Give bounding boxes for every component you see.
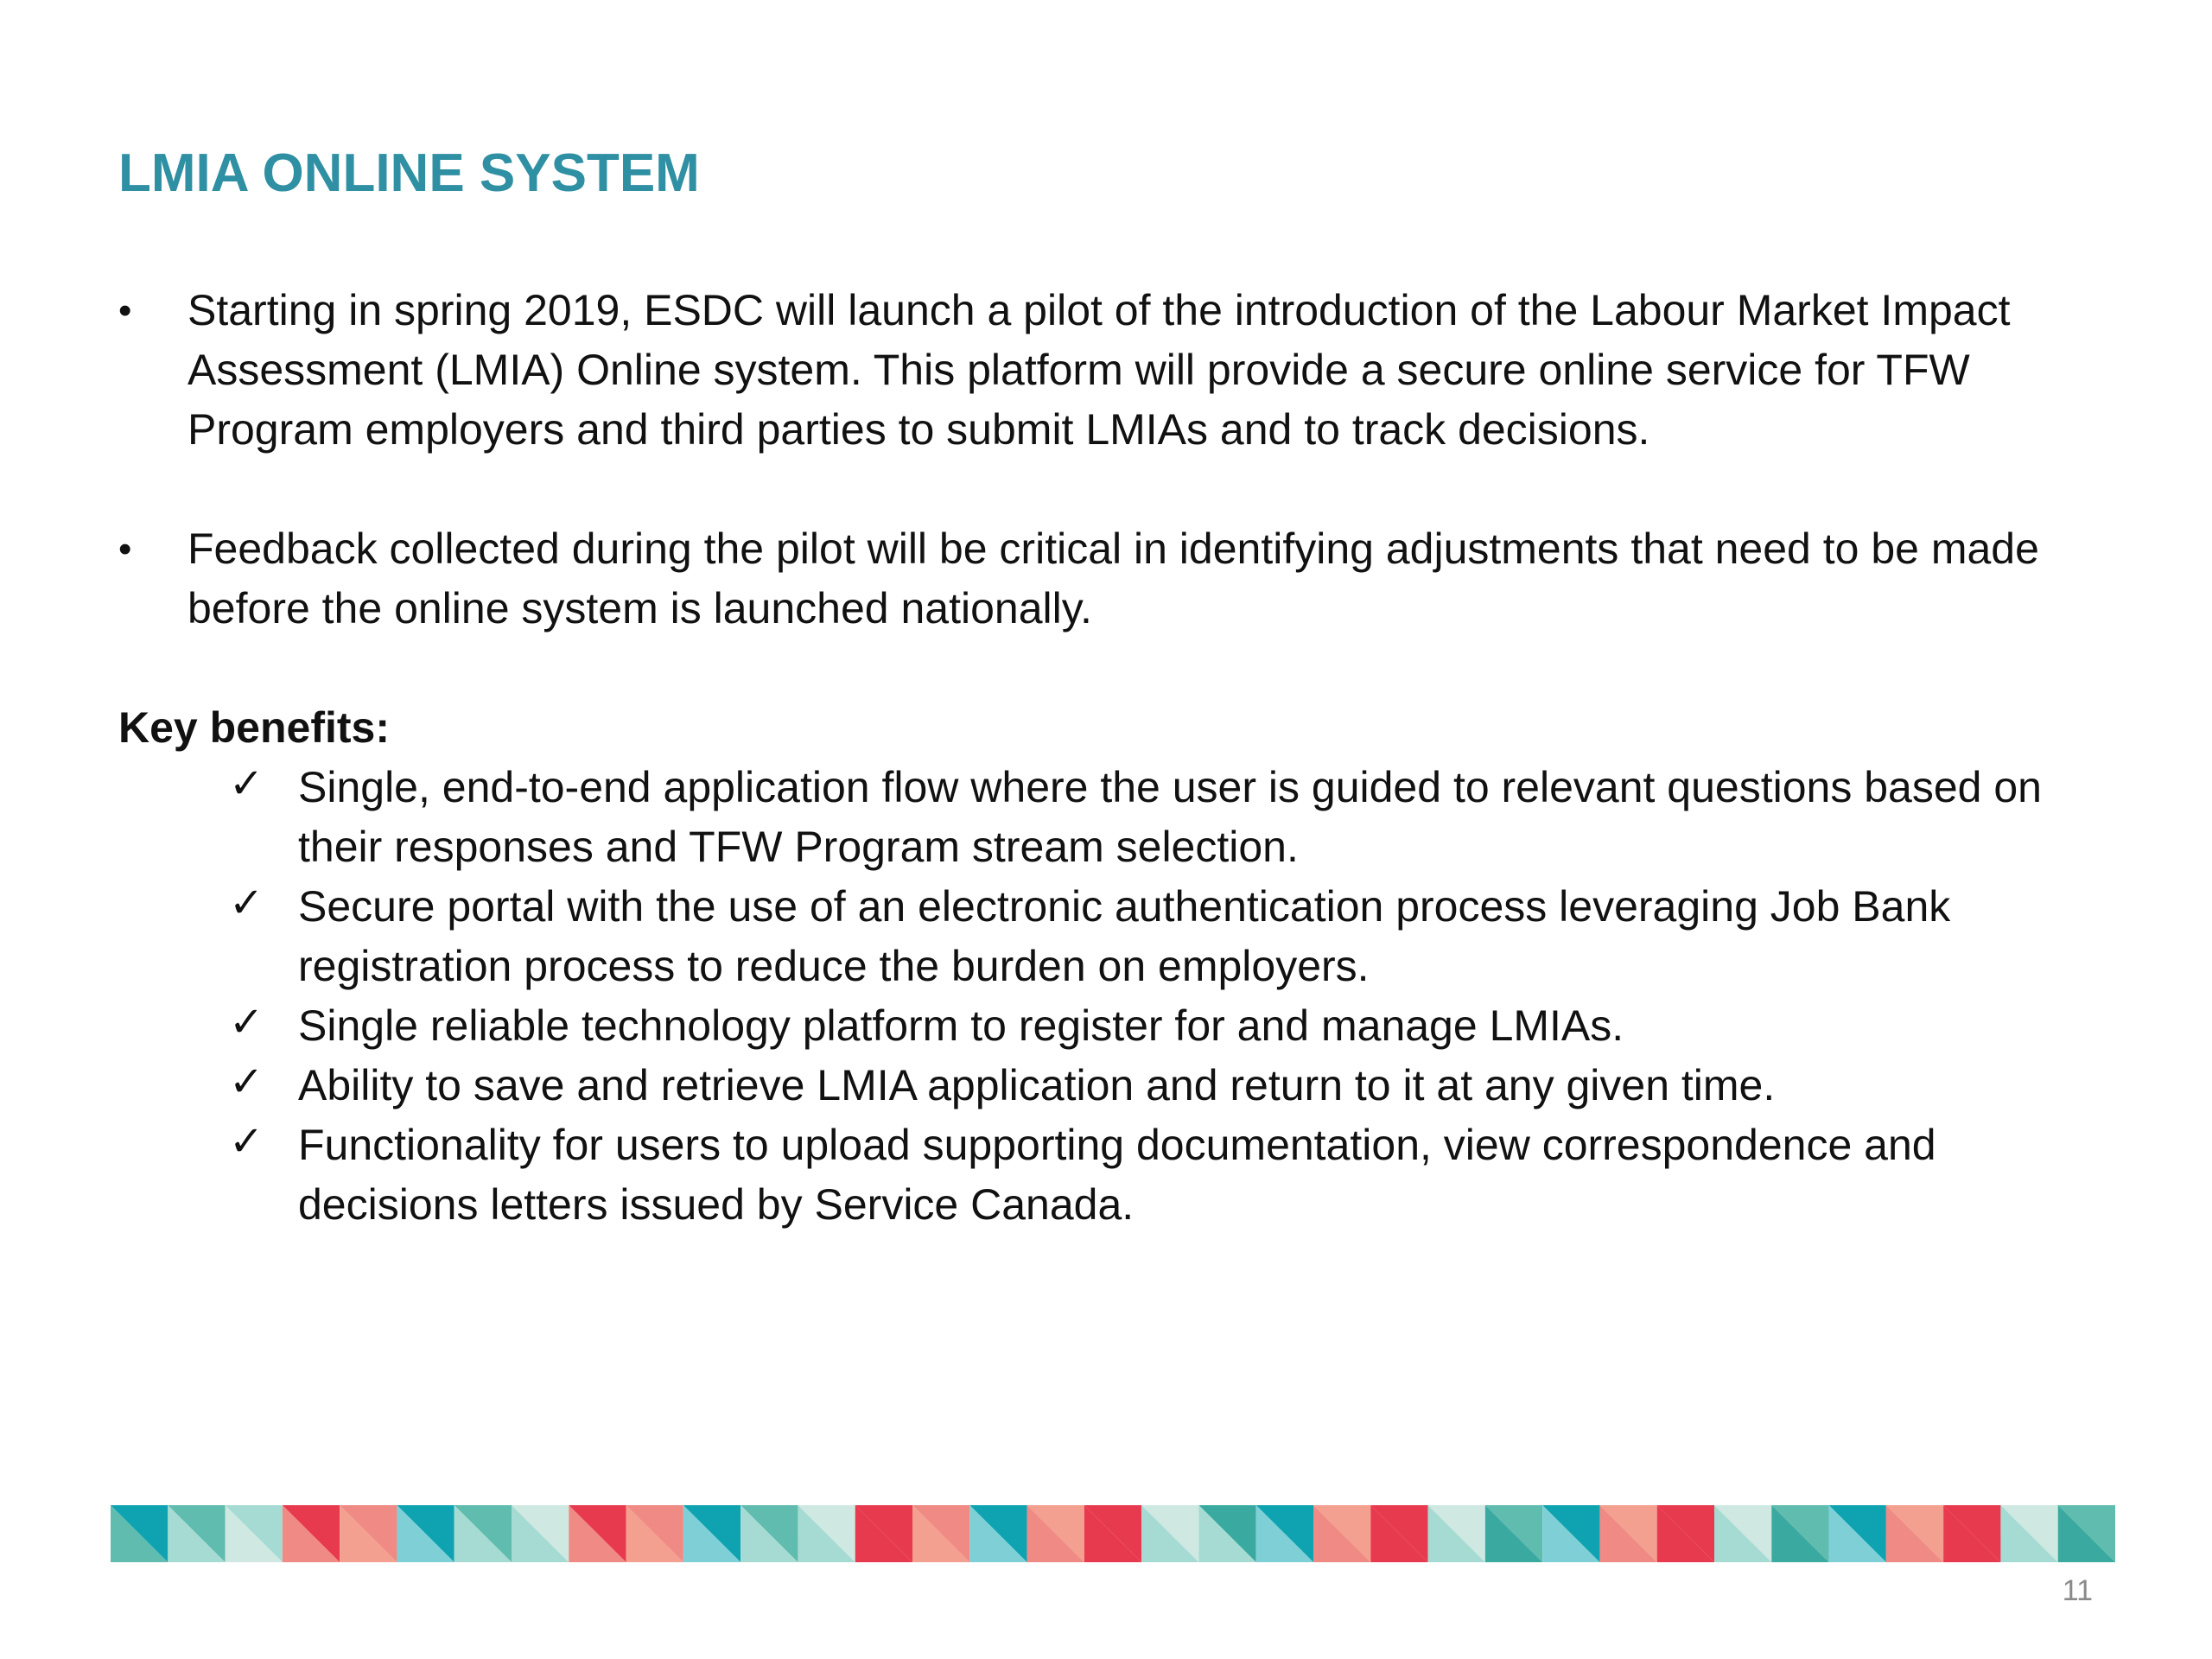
page-number: 11 — [2062, 1574, 2093, 1607]
benefit-text: Ability to save and retrieve LMIA application and return to it at any given time. — [298, 1061, 1776, 1109]
checkmark-icon: ✓ — [229, 998, 264, 1046]
benefit-text: Secure portal with the use of an electronic authentication process leveraging Job Bank registration process to reduce the burden on employers. — [298, 882, 1951, 990]
decorative-triangle-pattern — [111, 1505, 2115, 1562]
benefit-text: Functionality for users to upload supporting documentation, view correspondence and decisions letters issued by Service Canada. — [298, 1121, 1936, 1229]
benefit-item — [229, 1056, 2069, 1116]
bullet-dot-icon: • — [118, 528, 132, 570]
benefits-heading: Key benefits: — [118, 703, 390, 752]
bullet-dot-icon: • — [118, 289, 132, 332]
benefit-text: Single, end-to-end application flow where the user is guided to relevant questions based on their responses and TFW Program stream selection. — [298, 763, 2042, 871]
benefits-list — [229, 758, 2069, 1235]
checkmark-icon: ✓ — [229, 879, 264, 927]
benefit-item — [229, 758, 2069, 877]
bullet-item — [118, 281, 2088, 460]
bullet-text: Starting in spring 2019, ESDC will launch a pilot of the introduction of the Labour Market Impact Assessment (LMIA) Online system. This platform will provide a secure online service for TFW Program employers and third parties to submit LMIAs and to track decisions. — [188, 286, 2011, 454]
bullet-item — [118, 519, 2088, 639]
slide-title: LMIA ONLINE SYSTEM — [118, 143, 700, 203]
checkmark-icon: ✓ — [229, 760, 264, 808]
bullet-text: Feedback collected during the pilot will be critical in identifying adjustments that need to be made before the online system is launched nationally. — [188, 524, 2039, 632]
checkmark-icon: ✓ — [229, 1058, 264, 1106]
benefit-item — [229, 877, 2069, 996]
benefit-text: Single reliable technology platform to register for and manage LMIAs. — [298, 1001, 1624, 1050]
bullet-list — [118, 281, 2088, 698]
benefit-item — [229, 996, 2069, 1056]
benefit-item — [229, 1116, 2069, 1235]
checkmark-icon: ✓ — [229, 1117, 264, 1166]
